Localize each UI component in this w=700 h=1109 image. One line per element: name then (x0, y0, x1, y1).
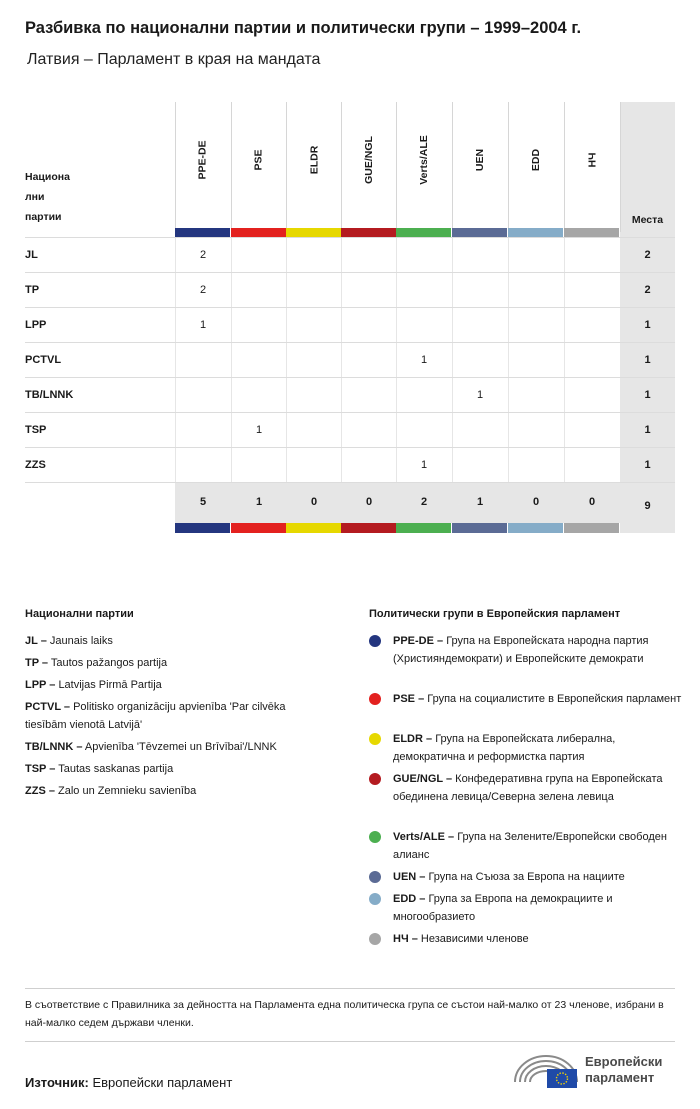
total-cell: 0 (532, 496, 540, 508)
party-legend-item (25, 698, 325, 734)
parliament-emblem-icon (513, 1052, 579, 1088)
group-legend-text (393, 730, 683, 766)
group-legend-text (393, 690, 683, 708)
party-row-label: TSP (25, 424, 47, 436)
total-cell: 0 (310, 496, 318, 508)
group-name: Група на Зелените/Европейски свободен алианс (393, 831, 667, 861)
party-row-label: TB/LNNK (25, 389, 74, 401)
group-legend-text (393, 632, 683, 668)
seats-cell: 1 (644, 389, 651, 401)
group-color-dot-icon (369, 635, 381, 647)
group-column-header (341, 110, 397, 210)
party-name: Tautos pažangos partija (50, 657, 168, 669)
page-title: Разбивка по национални партии и политически групи – 1999–2004 г. (25, 19, 582, 37)
total-cell: 0 (588, 496, 596, 508)
group-abbr: PSE – (393, 693, 425, 705)
party-legend-item (25, 782, 325, 800)
party-row-label: JL (25, 249, 38, 261)
group-color-bar (564, 523, 619, 533)
group-abbr: PPE-DE – (393, 635, 444, 647)
group-color-dot-icon (369, 933, 381, 945)
row-divider (25, 272, 675, 273)
group-legend-text (393, 868, 683, 886)
seats-cell: 2 (644, 284, 651, 296)
party-abbr: JL – (25, 635, 47, 647)
party-legend-item (25, 676, 325, 694)
group-column-label: GUE/NGL (363, 136, 375, 184)
group-column-label: PSE (252, 149, 265, 171)
group-abbr: GUE/NGL – (393, 773, 453, 785)
group-column-header (564, 110, 620, 210)
party-row-label: ZZS (25, 459, 46, 471)
column-divider (620, 102, 621, 232)
group-column-header (396, 110, 452, 210)
group-name: Група на социалистите в Европейския парламент (427, 693, 682, 705)
table-cell: 1 (420, 354, 428, 366)
group-abbr: Verts/ALE – (393, 831, 455, 843)
seats-cell: 2 (644, 249, 651, 261)
row-divider (25, 342, 675, 343)
source-line (25, 1075, 232, 1090)
group-color-bar (286, 523, 341, 533)
party-legend-item (25, 760, 325, 778)
seats-cell: 1 (644, 459, 651, 471)
table-cell: 1 (420, 459, 428, 471)
seats-column-header: Места (631, 214, 664, 226)
parties-legend-heading: Национални партии (25, 608, 134, 620)
seats-column-bg (620, 238, 675, 533)
group-column-label: Verts/ALE (417, 135, 430, 185)
group-column-header (231, 110, 287, 210)
group-abbr: UEN – (393, 871, 426, 883)
group-abbr: НЧ – (393, 933, 418, 945)
party-row-label: TP (25, 284, 40, 296)
group-color-dot-icon (369, 693, 381, 705)
party-header-line: партии (25, 211, 62, 223)
seats-cell: 1 (644, 354, 651, 366)
page-subtitle: Латвия – Парламент в края на мандата (27, 51, 321, 68)
table-cell: 1 (476, 389, 484, 401)
seats-cell: 1 (644, 424, 651, 436)
source-label: Източник: (25, 1075, 89, 1090)
group-color-bar (341, 523, 396, 533)
row-divider (25, 447, 675, 448)
group-name: Конфедеративна група на Европейската обединена левица/Северна зелена левица (393, 773, 663, 803)
group-color-dot-icon (369, 831, 381, 843)
party-header-line: Национа (25, 171, 70, 183)
group-color-bar (508, 523, 563, 533)
group-column-header (175, 110, 231, 210)
group-color-bar (396, 523, 451, 533)
group-color-dot-icon (369, 871, 381, 883)
row-divider (25, 237, 675, 238)
group-color-dot-icon (369, 893, 381, 905)
group-column-label: UEN (473, 148, 486, 172)
group-color-dot-icon (369, 773, 381, 785)
party-name: Jaunais laiks (49, 635, 113, 647)
divider (25, 1041, 675, 1042)
logo-line: парламент (585, 1070, 655, 1085)
group-color-bar (231, 523, 286, 533)
group-color-bar (452, 523, 507, 533)
group-legend-text (393, 930, 683, 948)
party-abbr: TSP – (25, 763, 56, 775)
table-cell: 2 (199, 249, 207, 261)
logo-line: Европейски (585, 1054, 663, 1069)
group-column-label: ELDR (308, 145, 320, 175)
group-column-header (452, 110, 508, 210)
group-name: Група за Европа на демокрациите и многообразието (393, 893, 613, 923)
group-column-label: PPE-DE (197, 140, 209, 180)
party-legend-item (25, 632, 325, 650)
party-column-header (25, 167, 85, 227)
group-legend-text (393, 890, 683, 926)
seats-cell: 1 (644, 319, 651, 331)
total-seats-cell: 9 (644, 500, 651, 512)
footnote: В съответствие с Правилника за дейността на Парламента една политическа група се състои най-малко от 23 членове, избрани в най-малко седем държави членки. (25, 999, 664, 1029)
party-row-label: PCTVL (25, 354, 62, 366)
row-divider (25, 412, 675, 413)
table-cell: 1 (255, 424, 263, 436)
group-color-dot-icon (369, 733, 381, 745)
party-legend-item (25, 738, 325, 756)
table-cell: 2 (199, 284, 207, 296)
party-legend-item (25, 654, 325, 672)
total-cell: 2 (420, 496, 428, 508)
party-abbr: ZZS – (25, 785, 55, 797)
logo-text (585, 1054, 662, 1086)
row-divider (25, 377, 675, 378)
party-name: Latvijas Pirmā Partija (58, 679, 162, 691)
group-column-label: EDD (529, 148, 542, 172)
divider (25, 988, 675, 989)
group-color-bar (175, 523, 230, 533)
row-divider (25, 307, 675, 308)
party-abbr: LPP – (25, 679, 56, 691)
party-abbr: PCTVL – (25, 701, 71, 713)
total-cell: 1 (255, 496, 263, 508)
group-abbr: ELDR – (393, 733, 433, 745)
party-name: Tautas saskanas partija (58, 763, 174, 775)
source-value: Европейски парламент (92, 1075, 233, 1090)
group-name: Група на Европейската либерална, демократична и реформистка партия (393, 733, 616, 763)
table-cell: 1 (199, 319, 207, 331)
european-parliament-logo (513, 1052, 678, 1088)
party-name: Politisko organizāciju apvienība 'Par cilvēka tiesībām vienotā Latvijā' (25, 701, 286, 731)
party-header-line: лни (25, 191, 45, 203)
group-name: Група на Европейската народна партия (Християндемократи) и Европейските демократи (393, 635, 649, 665)
party-abbr: TP – (25, 657, 49, 669)
group-column-label: НЧ (586, 152, 598, 168)
groups-legend-heading: Политически групи в Европейския парламент (369, 608, 621, 620)
group-column-header (508, 110, 564, 210)
group-abbr: EDD – (393, 893, 426, 905)
party-row-label: LPP (25, 319, 47, 331)
total-cell: 1 (476, 496, 484, 508)
group-column-header (286, 110, 342, 210)
group-legend-text (393, 828, 683, 864)
total-cell: 5 (199, 496, 207, 508)
group-legend-text (393, 770, 683, 806)
party-name: Zalo un Zemnieku savienība (58, 785, 197, 797)
party-abbr: TB/LNNK – (25, 741, 83, 753)
party-name: Apvienība 'Tēvzemei un Brīvībai'/LNNK (84, 741, 277, 753)
group-name: Група на Съюза за Европа на нациите (428, 871, 625, 883)
total-cell: 0 (365, 496, 373, 508)
group-name: Независими членове (420, 933, 529, 945)
